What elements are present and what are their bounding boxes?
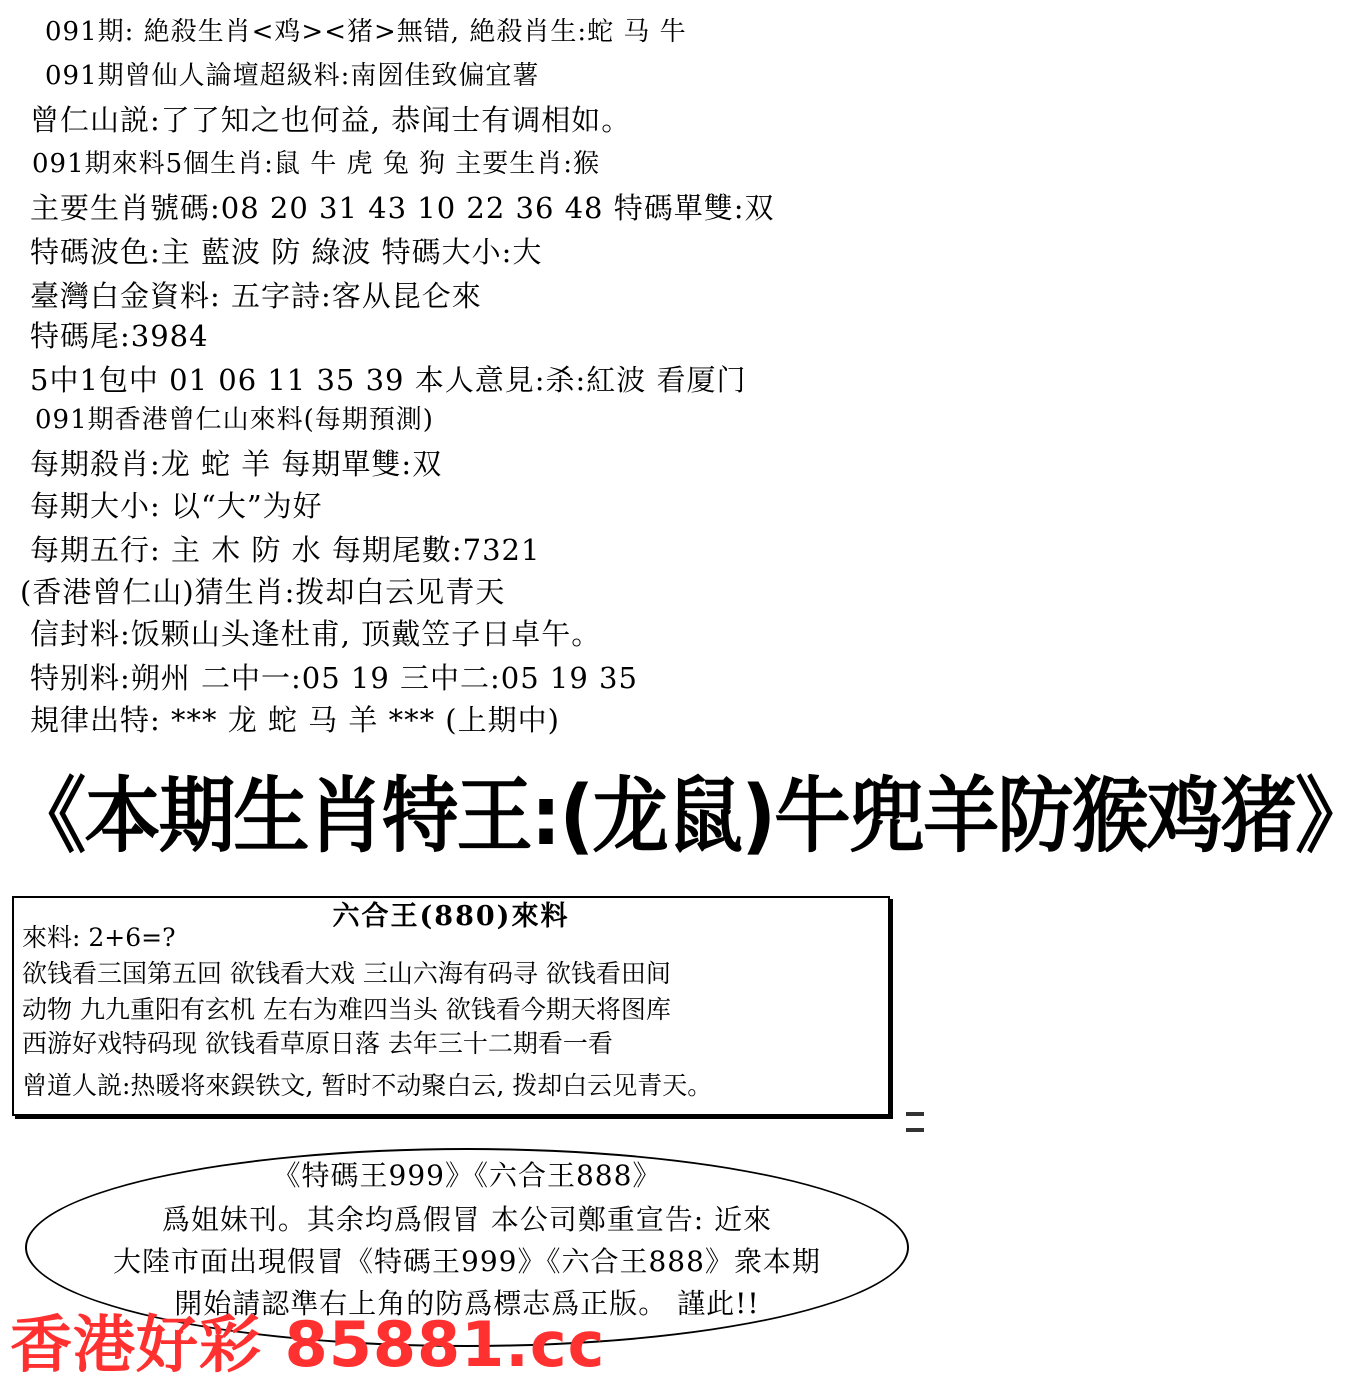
info-box: [12, 896, 890, 1116]
box-line: 來料: 2+6=?: [22, 923, 176, 952]
scan-mark: [906, 1112, 924, 1116]
watermark-text: 香港好彩 85881.cc: [10, 1308, 606, 1381]
info-box-title: 六合王(880)來料: [332, 901, 570, 932]
text-line: 5中1包中 01 06 11 35 39 本人意見:杀:紅波 看厦门: [30, 363, 747, 397]
box-line: 动物 九九重阳有玄机 左右为难四当头 欲钱看今期天将图库: [22, 995, 671, 1024]
text-line: 每期五行: 主 木 防 水 每期尾數:7321: [30, 533, 541, 567]
headline: 《本期生肖特王:(龙鼠)牛兜羊防猴鸡猪》: [10, 769, 1369, 864]
text-line: 每期大小: 以“大”为好: [30, 489, 323, 523]
text-line: 臺灣白金資料: 五字詩:客从昆仑來: [30, 279, 482, 313]
text-line: 091期香港曾仁山來料(每期預測): [35, 405, 434, 435]
text-line: 每期殺肖:龙 蛇 羊 每期單雙:双: [30, 447, 443, 481]
text-line: 主要生肖號碼:08 20 31 43 10 22 36 48 特碼單雙:双: [30, 191, 775, 225]
text-line: (香港曾仁山)猜生肖:拨却白云见青天: [20, 575, 506, 609]
text-line: 信封料:饭颗山头逢杜甫, 顶戴笠子日卓午。: [30, 617, 602, 651]
notice-line: 大陸市面出現假冒《特碼王999》《六合王888》衆本期: [113, 1245, 821, 1278]
text-line: 規律出特: *** 龙 蛇 马 羊 *** (上期中): [30, 703, 560, 737]
text-line: 091期: 絶殺生肖<鸡><猪>無错, 絶殺肖生:蛇 马 牛: [45, 17, 687, 47]
text-line: 091期曾仙人論壇超級料:南圀佳致偏宜薯: [45, 61, 540, 91]
notice-line: 爲姐妹刊。其余均爲假冒 本公司鄭重宣告: 近來: [161, 1203, 773, 1236]
box-line: 曾道人説:热暖将來鋘铁文, 暂时不动聚白云, 拨却白云见青天。: [22, 1071, 713, 1100]
notice-line: 《特碼王999》《六合王888》: [272, 1159, 662, 1192]
notice-line: 開始請認準右上角的防爲標志爲正版。 謹此!!: [174, 1287, 760, 1320]
box-line: 欲钱看三国第五回 欲钱看大戏 三山六海有码寻 欲钱看田间: [22, 959, 671, 988]
text-line: 特碼尾:3984: [30, 319, 209, 353]
box-line: 西游好戏特码现 欲钱看草原日落 去年三十二期看一看: [22, 1029, 613, 1058]
scan-mark: [906, 1128, 924, 1132]
text-line: 曾仁山説:了了知之也何益, 恭闻士有调相如。: [30, 103, 632, 137]
text-line: 特碼波色:主 藍波 防 綠波 特碼大小:大: [30, 235, 543, 269]
text-line: 091期來料5個生肖:鼠 牛 虎 兔 狗 主要生肖:猴: [32, 149, 601, 179]
text-line: 特别料:朔州 二中一:05 19 三中二:05 19 35: [30, 661, 638, 695]
